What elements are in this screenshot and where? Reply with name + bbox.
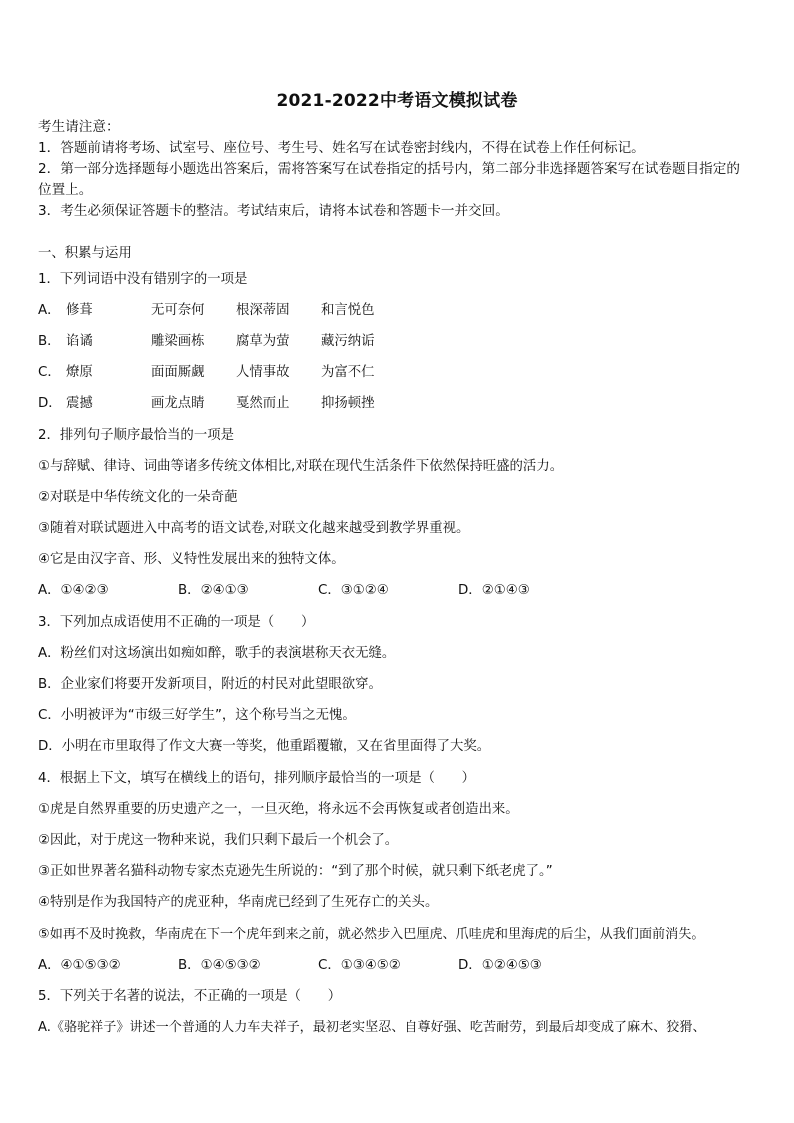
- option-label: C．: [38, 365, 61, 380]
- notice-item: 3．考生必须保证答题卡的整洁。考试结束后，请将本试卷和答题卡一并交回。: [38, 203, 509, 219]
- option-word: 谄谲: [66, 334, 93, 349]
- answer-option[interactable]: C．①③④⑤②: [318, 958, 401, 973]
- option-word: 震撼: [66, 396, 93, 411]
- option-label: D．: [38, 396, 62, 411]
- question-2-sentence: ①与辞赋、律诗、词曲等诸多传统文体相比,对联在现代生活条件下依然保持旺盛的活力。: [38, 459, 564, 474]
- question-3-option-a[interactable]: A．粉丝们对这场演出如痴如醉，歌手的表演堪称天衣无缝。: [38, 646, 396, 661]
- question-3-option-d[interactable]: D．小明在市里取得了作文大赛一等奖，他重蹈覆辙，又在省里面得了大奖。: [38, 739, 491, 754]
- question-2-sentence: ④它是由汉字音、形、义特性发展出来的独特文体。: [38, 552, 345, 567]
- question-5-option-a[interactable]: A.《骆驼祥子》讲述一个普通的人力车夫祥子，最初老实坚忍、自尊好强、吃苦耐劳，到最后却变成了麻木、狡猾、: [38, 1020, 706, 1035]
- option-word: 修葺: [66, 303, 93, 318]
- answer-option[interactable]: B．②④①③: [178, 583, 249, 598]
- question-1-option-d[interactable]: [38, 395, 406, 413]
- question-4-sentence: ④特别是作为我国特产的虎亚种，华南虎已经到了生死存亡的关头。: [38, 895, 439, 910]
- question-1-stem: 1．下列词语中没有错别字的一项是: [38, 272, 248, 287]
- notice-item: 1．答题前请将考场、试室号、座位号、考生号、姓名写在试卷密封线内，不得在试卷上作任何标记。: [38, 140, 645, 156]
- question-1-option-a[interactable]: [38, 302, 406, 320]
- answer-option[interactable]: A．④①⑤③②: [38, 958, 121, 973]
- question-4-sentence: ③正如世界著名猫科动物专家杰克逊先生所说的：“到了那个时候，就只剩下纸老虎了。”: [38, 864, 553, 879]
- option-word: 藏污纳诟: [321, 334, 375, 349]
- option-word: 抑扬顿挫: [321, 396, 375, 411]
- option-word: 画龙点睛: [151, 396, 205, 411]
- question-4-sentence: ②因此，对于虎这一物种来说，我们只剩下最后一个机会了。: [38, 833, 399, 848]
- question-2-sentence: ②对联是中华传统文化的一朵奇葩: [38, 490, 238, 505]
- option-word: 戛然而止: [236, 396, 290, 411]
- question-2-answers: [38, 582, 598, 600]
- question-1-option-b[interactable]: [38, 333, 406, 351]
- question-3-stem: 3．下列加点成语使用不正确的一项是（ ）: [38, 615, 315, 630]
- option-label: B．: [38, 334, 61, 349]
- option-word: 雕梁画栋: [151, 334, 205, 349]
- question-1-option-c[interactable]: [38, 364, 406, 382]
- option-word: 燎原: [66, 365, 93, 380]
- question-2-stem: 2．排列句子顺序最恰当的一项是: [38, 428, 234, 443]
- question-4-answers: [38, 957, 598, 975]
- answer-option[interactable]: D．①②④⑤③: [458, 958, 542, 973]
- option-word: 和言悦色: [321, 303, 375, 318]
- page-title: 2021-2022中考语文模拟试卷: [276, 91, 518, 111]
- answer-option[interactable]: C．③①②④: [318, 583, 389, 598]
- notice-heading: 考生请注意：: [38, 119, 120, 135]
- question-3-option-b[interactable]: B．企业家们将要开发新项目，附近的村民对此望眼欲穿。: [38, 677, 382, 692]
- option-word: 无可奈何: [151, 303, 205, 318]
- section-heading: 一、积累与运用: [38, 246, 132, 261]
- option-word: 根深蒂固: [236, 303, 290, 318]
- option-word: 为富不仁: [321, 365, 375, 380]
- option-label: A．: [38, 303, 61, 318]
- option-word: 腐草为萤: [236, 334, 290, 349]
- question-3-option-c[interactable]: C．小明被评为“市级三好学生”，这个称号当之无愧。: [38, 708, 356, 723]
- answer-option[interactable]: D．②①④③: [458, 583, 530, 598]
- option-word: 面面厮觑: [151, 365, 205, 380]
- notice-item: 2．第一部分选择题每小题选出答案后，需将答案写在试卷指定的括号内，第二部分非选择题答案写在试卷题目指定的: [38, 161, 740, 177]
- option-word: 人情事故: [236, 365, 290, 380]
- question-4-sentence: ①虎是自然界重要的历史遗产之一，一旦灭绝，将永远不会再恢复或者创造出来。: [38, 802, 519, 817]
- answer-option[interactable]: B．①④⑤③②: [178, 958, 261, 973]
- question-4-sentence: ⑤如再不及时挽救，华南虎在下一个虎年到来之前，就必然步入巴厘虎、爪哇虎和里海虎的后尘，从我们面前消失。: [38, 927, 705, 942]
- question-4-stem: 4．根据上下文，填写在横线上的语句，排列顺序最恰当的一项是（ ）: [38, 771, 476, 786]
- question-2-sentence: ③随着对联试题进入中高考的语文试卷,对联文化越来越受到教学界重视。: [38, 521, 470, 536]
- answer-option[interactable]: A．①④②③: [38, 583, 109, 598]
- question-5-stem: 5．下列关于名著的说法，不正确的一项是（ ）: [38, 989, 342, 1004]
- notice-item: 位置上。: [38, 182, 93, 198]
